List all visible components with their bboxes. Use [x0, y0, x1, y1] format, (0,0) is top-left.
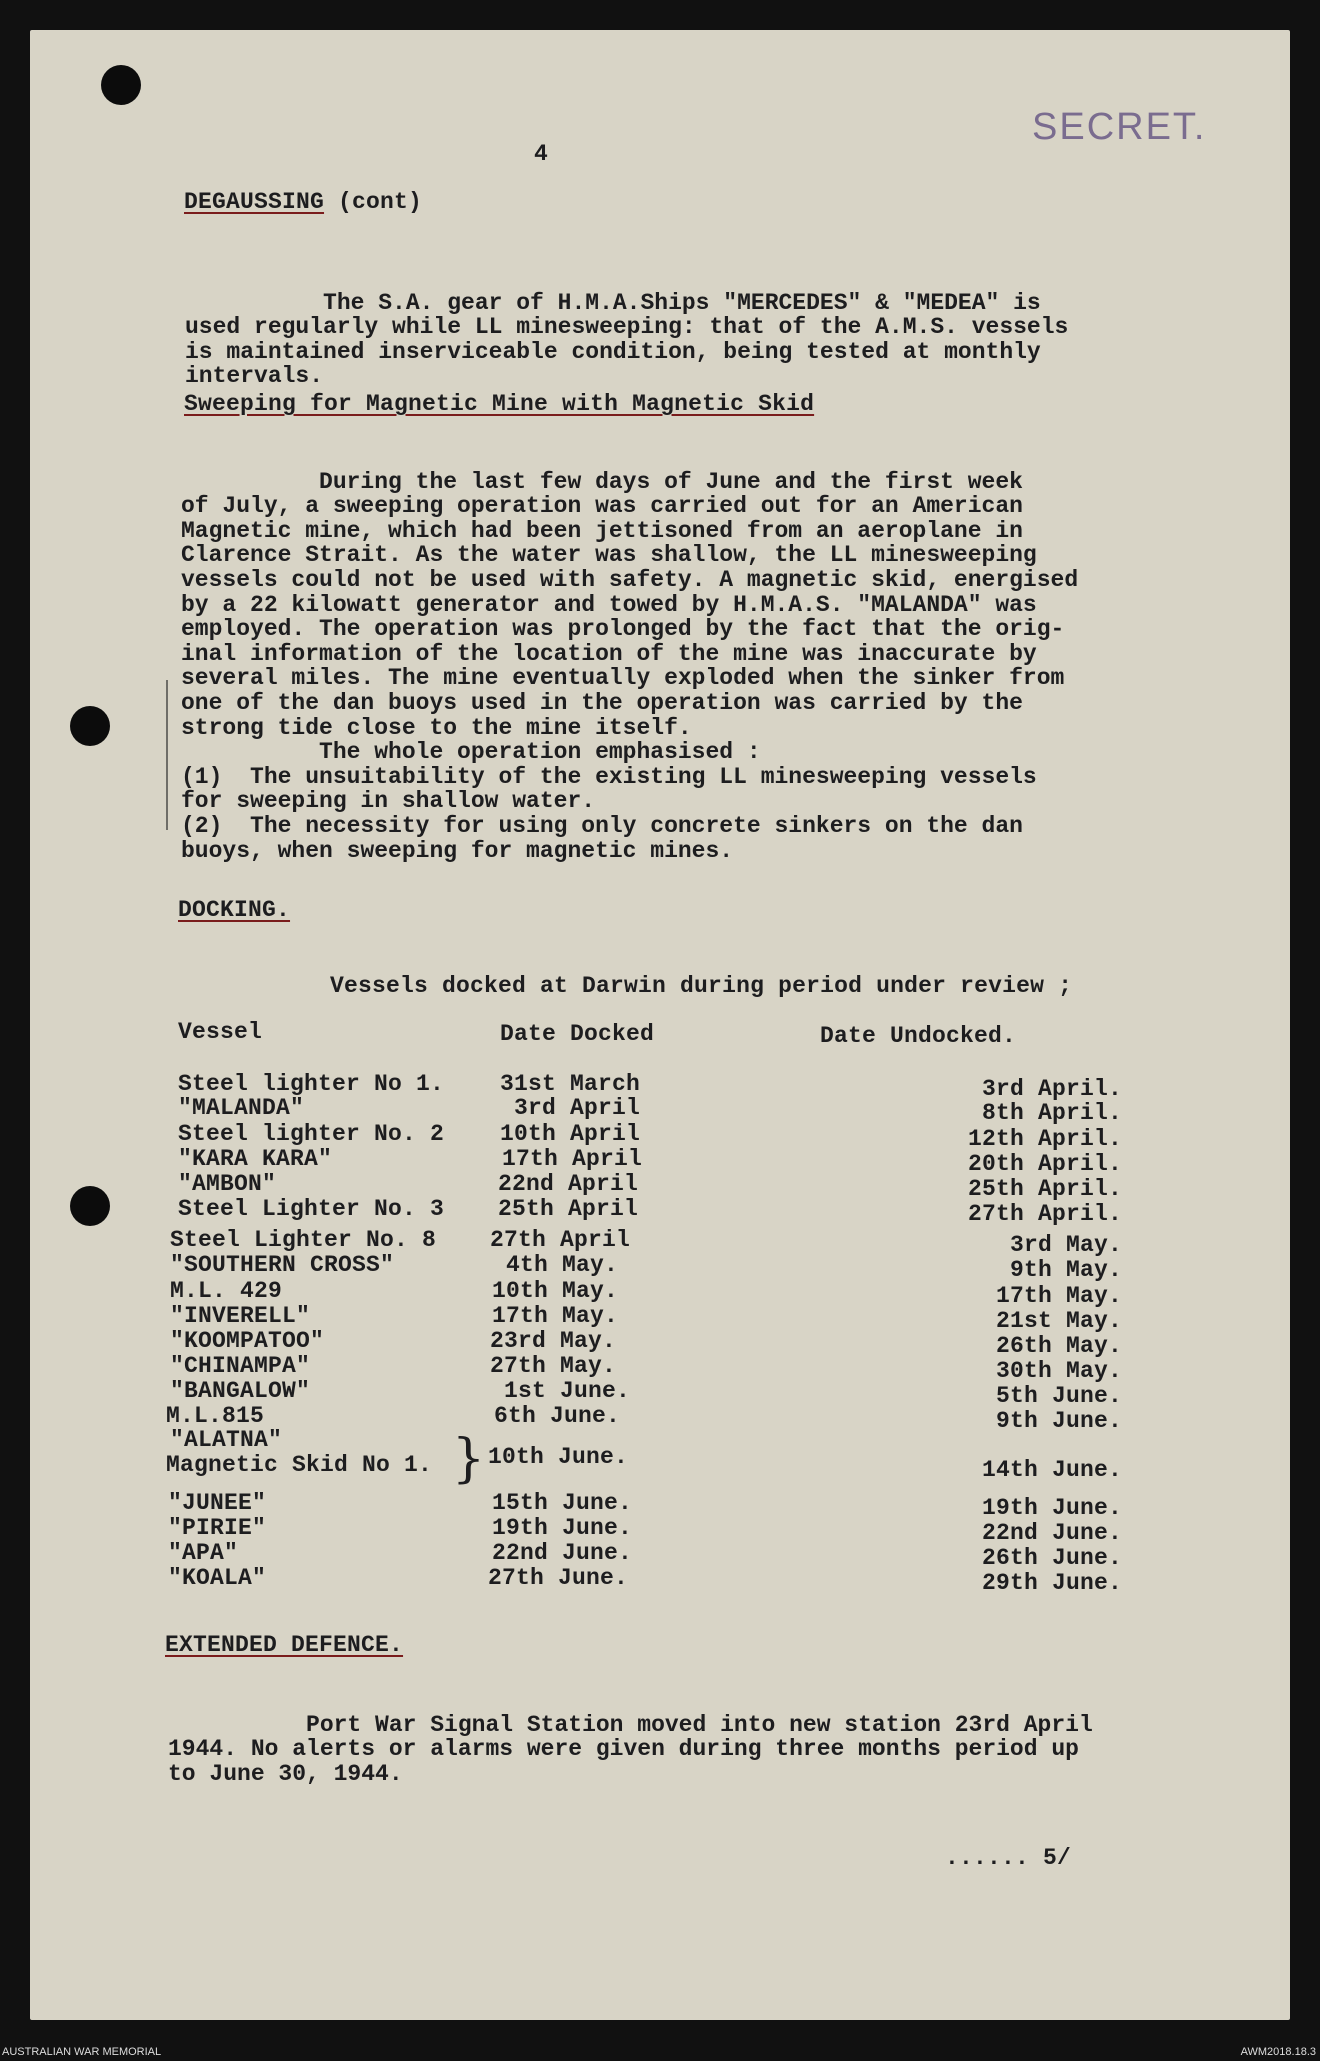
docking-row-vessel: "KOOMPATOO"	[170, 1328, 325, 1354]
docking-row-vessel: "INVERELL"	[170, 1303, 311, 1329]
docking-row-date-undocked: 3rd April.	[981, 1076, 1122, 1102]
docking-row-date-undocked: 25th April.	[967, 1176, 1122, 1202]
docking-row-vessel: "JUNEE"	[168, 1490, 267, 1516]
docking-row-date-docked: 10th June.	[488, 1444, 629, 1470]
text-line: inal information of the location of the mine was inaccurate by	[181, 640, 1037, 667]
text-line: The S.A. gear of H.M.A.Ships "MERCEDES" & "MEDEA" is	[185, 289, 1041, 316]
text-line: (2) The necessity for using only concrete sinkers on the dan	[181, 812, 1023, 839]
text-line: The whole operation emphasised :	[181, 739, 761, 766]
footer-reference: AWM2018.18.3	[1240, 2046, 1316, 2058]
docking-row-date-undocked: 3rd May.	[1009, 1232, 1122, 1258]
docking-row-date-docked: 22nd April	[498, 1171, 639, 1197]
docking-row-date-undocked: 22nd June.	[981, 1520, 1122, 1546]
docking-row-date-docked: 22nd June.	[492, 1540, 633, 1566]
extended-defence-paragraph	[168, 1688, 1093, 1811]
docking-row-date-docked: 15th June.	[492, 1490, 633, 1516]
docking-heading: DOCKING.	[178, 897, 291, 923]
text-line: by a 22 kilowatt generator and towed by H.M.A.S. "MALANDA" was	[181, 591, 1037, 618]
column-header-date-docked: Date Docked	[500, 1021, 655, 1047]
docking-row-date-docked: 19th June.	[492, 1515, 633, 1541]
docking-row-date-undocked: 19th June.	[981, 1495, 1122, 1521]
docking-row-date-docked: 17th May.	[492, 1303, 619, 1329]
continuation-marker: ...... 5/	[945, 1845, 1072, 1871]
docking-row-date-docked: 1st June.	[504, 1378, 631, 1404]
text-line: of July, a sweeping operation was carried out for an American	[181, 493, 1023, 520]
extended-defence-heading: EXTENDED DEFENCE.	[165, 1632, 404, 1658]
docking-row-date-docked: 31st March	[500, 1071, 641, 1097]
bracket-mark: }	[452, 1429, 486, 1489]
column-header-date-undocked: Date Undocked.	[820, 1023, 1017, 1049]
docking-row-date-docked: 3rd April	[514, 1095, 641, 1121]
docking-row-vessel: "KARA KARA"	[178, 1146, 333, 1172]
secret-stamp: SECRET.	[1032, 106, 1207, 148]
docking-row-date-undocked: 29th June.	[981, 1570, 1122, 1596]
page-number: 4	[534, 141, 549, 167]
text-line: Clarence Strait. As the water was shallow, the LL minesweeping	[181, 542, 1037, 569]
docking-row-vessel: "APA"	[168, 1540, 239, 1566]
text-line: buoys, when sweeping for magnetic mines.	[181, 837, 734, 864]
text-line: Port War Signal Station moved into new station 23rd April	[168, 1711, 1093, 1738]
docking-row-date-undocked: 26th June.	[981, 1545, 1122, 1571]
docking-row-date-docked: 17th April	[502, 1146, 643, 1172]
text-line: one of the dan buoys used in the operation was carried by the	[181, 689, 1023, 716]
docking-row-date-docked: 4th May.	[506, 1252, 619, 1278]
text-line: used regularly while LL minesweeping: that of the A.M.S. vessels	[185, 314, 1069, 341]
docking-row-date-undocked: 20th April.	[967, 1151, 1122, 1177]
punch-hole	[70, 1186, 110, 1226]
text-line: 1944. No alerts or alarms were given during three months period up	[168, 1736, 1079, 1763]
column-header-vessel: Vessel	[178, 1019, 263, 1045]
docking-intro: Vessels docked at Darwin during period under review ;	[330, 973, 1073, 999]
docking-row-date-undocked: 5th June.	[995, 1383, 1122, 1409]
sweeping-paragraph	[181, 445, 1078, 888]
docking-row-date-docked: 10th May.	[492, 1278, 619, 1304]
docking-row-vessel: M.L. 429	[170, 1278, 283, 1304]
docking-row-date-docked: 23rd May.	[490, 1328, 617, 1354]
footer-source: AUSTRALIAN WAR MEMORIAL	[2, 2046, 162, 2058]
text-line: is maintained inserviceable condition, being tested at monthly	[185, 338, 1041, 365]
docking-row-vessel: M.L.815	[166, 1403, 265, 1429]
docking-row-date-undocked: 21st May.	[995, 1308, 1122, 1334]
docking-row-date-undocked: 9th June.	[995, 1408, 1122, 1434]
text-line: During the last few days of June and the first week	[181, 468, 1023, 495]
docking-row-vessel: Magnetic Skid No 1.	[166, 1452, 433, 1478]
punch-hole	[101, 65, 141, 105]
docking-row-date-undocked: 9th May.	[1009, 1257, 1122, 1283]
docking-row-date-docked: 25th April	[498, 1196, 639, 1222]
docking-row-vessel: "KOALA"	[168, 1565, 267, 1591]
docking-row-vessel: Steel lighter No 1.	[178, 1071, 445, 1097]
docking-row-vessel: "AMBON"	[178, 1171, 277, 1197]
docking-row-vessel: "ALATNA"	[170, 1427, 283, 1453]
sweeping-heading: Sweeping for Magnetic Mine with Magnetic Skid	[184, 391, 815, 417]
docking-row-vessel: "CHINAMPA"	[170, 1353, 311, 1379]
text-line: to June 30, 1944.	[168, 1760, 403, 1787]
text-line: Magnetic mine, which had been jettisoned from an aeroplane in	[181, 517, 1023, 544]
docking-row-date-docked: 6th June.	[494, 1403, 621, 1429]
docking-row-date-undocked: 8th April.	[981, 1100, 1122, 1126]
text-line: intervals.	[185, 363, 324, 390]
text-line: for sweeping in shallow water.	[181, 788, 596, 815]
docking-row-vessel: Steel lighter No. 2	[178, 1121, 445, 1147]
docking-row-vessel: "MALANDA"	[178, 1095, 305, 1121]
text-line: strong tide close to the mine itself.	[181, 714, 692, 741]
docking-row-vessel: "BANGALOW"	[170, 1378, 311, 1404]
text-line: vessels could not be used with safety. A magnetic skid, energised	[181, 566, 1079, 593]
text-line: (1) The unsuitability of the existing LL minesweeping vessels	[181, 763, 1037, 790]
docking-row-date-docked: 27th June.	[488, 1565, 629, 1591]
docking-row-date-undocked: 26th May.	[995, 1333, 1122, 1359]
docking-row-date-undocked: 30th May.	[995, 1358, 1122, 1384]
text-line: several miles. The mine eventually exploded when the sinker from	[181, 665, 1065, 692]
docking-row-date-undocked: 14th June.	[981, 1457, 1122, 1483]
docking-row-date-docked: 10th April	[500, 1121, 641, 1147]
docking-row-vessel: Steel Lighter No. 3	[178, 1196, 445, 1222]
docking-row-date-undocked: 27th April.	[967, 1201, 1122, 1227]
docking-row-vessel: Steel Lighter No. 8	[170, 1227, 437, 1253]
text-line: employed. The operation was prolonged by the fact that the orig-	[181, 616, 1065, 643]
docking-row-date-undocked: 12th April.	[967, 1126, 1122, 1152]
margin-mark	[166, 680, 168, 830]
docking-row-vessel: "PIRIE"	[168, 1515, 267, 1541]
punch-hole	[70, 706, 110, 746]
docking-row-vessel: "SOUTHERN CROSS"	[170, 1252, 395, 1278]
docking-row-date-undocked: 17th May.	[995, 1283, 1122, 1309]
docking-row-date-docked: 27th May.	[490, 1353, 617, 1379]
degaussing-heading: DEGAUSSING (cont)	[184, 189, 423, 215]
docking-row-date-docked: 27th April	[490, 1227, 631, 1253]
